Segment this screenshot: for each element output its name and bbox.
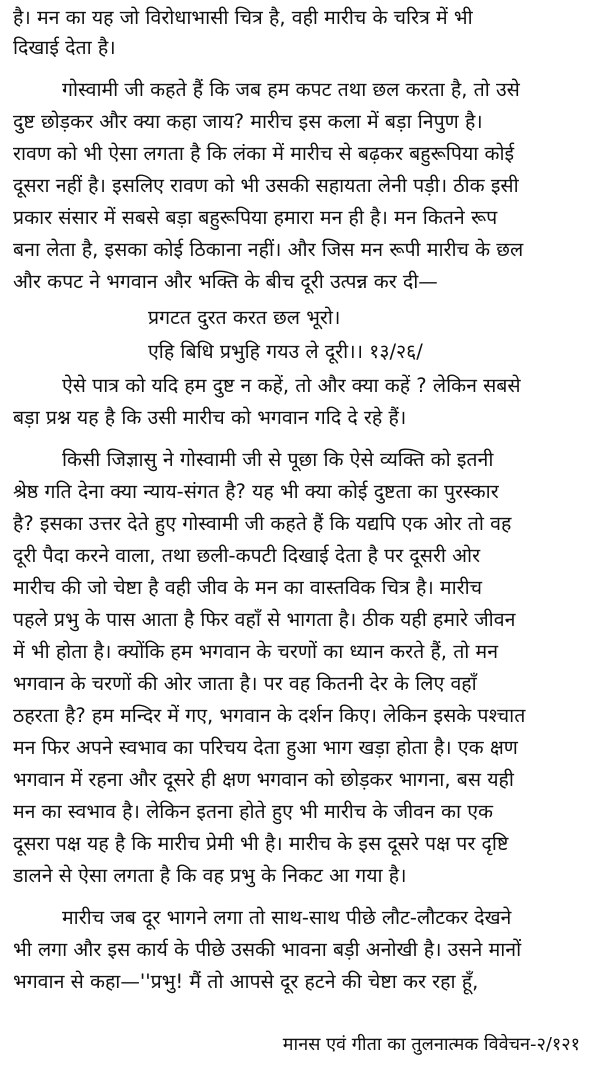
text-line: दिखाई देता है। bbox=[13, 36, 116, 59]
text-line: गोस्वामी जी कहते हैं कि जब हम कपट तथा छल करता है, तो उसे bbox=[62, 78, 520, 101]
text-line: दूसरा पक्ष यह है कि मारीच प्रेमी भी है। मारीच के इस दूसरे पक्ष पर दृष्टि bbox=[13, 832, 509, 855]
text-line: रावण को भी ऐसा लगता है कि लंका में मारीच से बढ़कर बहुरूपिया कोई bbox=[13, 142, 515, 165]
page-footer: मानस एवं गीता का तुलनात्मक विवेचन-२/१२१ bbox=[282, 1034, 580, 1055]
text-line: भी लगा और इस कार्य के पीछे उसकी भावना बड़ी अनोखी है। उसने मानों bbox=[13, 938, 522, 961]
text-line: है? इसका उत्तर देते हुए गोस्वामी जी कहते हैं कि यद्यपि एक ओर तो वह bbox=[13, 512, 512, 535]
text-line: पहले प्रभु के पास आता है फिर वहाँ से भागता है। ठीक यही हमारे जीवन bbox=[13, 608, 516, 631]
verse-line: प्रगटत दुरत करत छल भूरो। bbox=[148, 306, 341, 329]
text-line: दुष्ट छोड़कर और क्या कहा जाय? मारीच इस कला में बड़ा निपुण है। bbox=[13, 110, 483, 133]
text-line: ऐसे पात्र को यदि हम दुष्ट न कहें, तो और क्या कहें ? लेकिन सबसे bbox=[62, 374, 521, 397]
verse-line: एहि बिधि प्रभुहि गयउ ले दूरी।। १३/२६/ bbox=[148, 340, 423, 363]
text-line: भगवान में रहना और दूसरे ही क्षण भगवान को छोड़कर भागना, बस यही bbox=[13, 768, 514, 791]
text-line: दूरी पैदा करने वाला, तथा छली-कपटी दिखाई देता है पर दूसरी ओर bbox=[13, 544, 481, 567]
text-line: डालने से ऐसा लगता है कि वह प्रभु के निकट आ गया है। bbox=[13, 864, 407, 887]
text-line: और कपट ने भगवान और भक्ति के बीच दूरी उत्पन्न कर दी— bbox=[13, 270, 438, 293]
text-line: बड़ा प्रश्न यह है कि उसी मारीच को भगवान गदि दे रहे हैं। bbox=[13, 406, 407, 429]
text-line: मारीच जब दूर भागने लगा तो साथ-साथ पीछे लौट-लौटकर देखने bbox=[62, 906, 512, 929]
text-line: प्रकार संसार में सबसे बड़ा बहुरूपिया हमारा मन ही है। मन कितने रूप bbox=[13, 206, 498, 229]
text-line: मन का स्वभाव है। लेकिन इतना होते हुए भी मारीच के जीवन का एक bbox=[13, 800, 493, 823]
text-line: बना लेता है, इसका कोई ठिकाना नहीं। और जिस मन रूपी मारीच के छल bbox=[13, 238, 524, 261]
text-line: भगवान के चरणों की ओर जाता है। पर वह कितनी देर के लिए वहाँ bbox=[13, 672, 477, 695]
text-line: किसी जिज्ञासु ने गोस्वामी जी से पूछा कि ऐसे व्यक्ति को इतनी bbox=[62, 448, 494, 471]
text-line: दूसरा नहीं है। इसलिए रावण को भी उसकी सहायता लेनी पड़ी। ठीक इसी bbox=[13, 174, 519, 197]
text-line: मन फिर अपने स्वभाव का परिचय देता हुआ भाग खड़ा होता है। एक क्षण bbox=[13, 736, 518, 759]
text-line: मारीच की जो चेष्टा है वही जीव के मन का वास्तविक चित्र है। मारीच bbox=[13, 576, 483, 599]
text-line: श्रेष्ठ गति देना क्या न्याय-संगत है? यह भी क्या कोई दुष्टता का पुरस्कार bbox=[13, 480, 499, 503]
text-line: भगवान से कहा—''प्रभु! मैं तो आपसे दूर हटने की चेष्टा कर रहा हूँ, bbox=[13, 970, 479, 993]
text-line: ठहरता है? हम मन्दिर में गए, भगवान के दर्शन किए। लेकिन इसके पश्चात bbox=[13, 704, 526, 727]
text-line: है। मन का यह जो विरोधाभासी चित्र है, वही मारीच के चरित्र में भी bbox=[13, 6, 473, 29]
text-line: में भी होता है। क्योंकि हम भगवान के चरणों का ध्यान करते हैं, तो मन bbox=[13, 640, 499, 663]
